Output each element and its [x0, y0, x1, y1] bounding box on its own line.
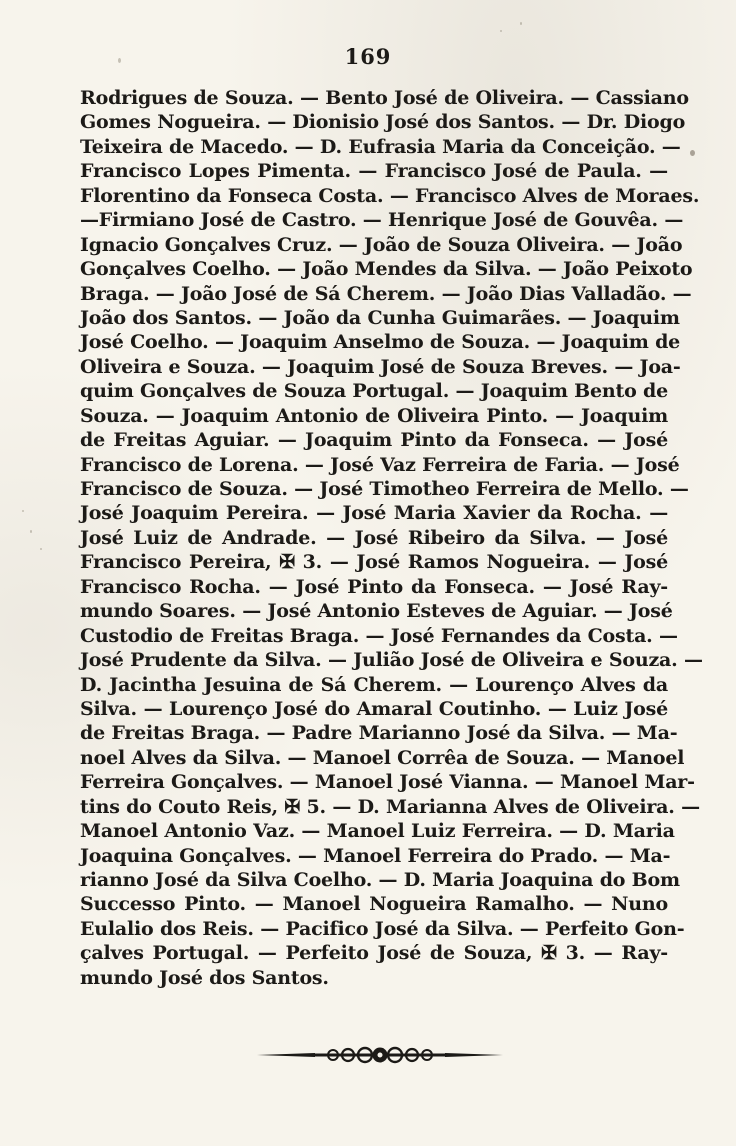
- page-number: 169: [344, 44, 392, 69]
- text-line: Eulalio dos Reis. — Pacifico José da Silva. — Perfeito Gon-: [80, 917, 685, 940]
- text-line: quim Gonçalves de Souza Portugal. — Joaquim Bento de: [80, 380, 668, 403]
- text-line: Francisco de Souza. — José Timotheo Ferreira de Mello. —: [80, 478, 689, 500]
- text-line: Gomes Nogueira. — Dionisio José dos Santos. — Dr. Diogo: [80, 111, 686, 134]
- text-line: José Coelho. — Joaquim Anselmo de Souza. — Joaquim de: [80, 331, 681, 354]
- text-line: Ignacio Gonçalves Cruz. — João de Souza Oliveira. — João: [80, 233, 683, 256]
- text-line: Francisco Rocha. — José Pinto da Fonseca. — José Ray-: [80, 575, 668, 598]
- text-line: Custodio de Freitas Braga. — José Fernandes da Costa. —: [80, 624, 678, 647]
- text-line: rianno José da Silva Coelho. — D. Maria Joaquina do Bom: [80, 869, 680, 891]
- text-line: Successo Pinto. — Manoel Nogueira Ramalho. — Nuno: [80, 893, 668, 916]
- text-line: Silva. — Lourenço José do Amaral Coutinho. — Luiz José: [80, 697, 668, 720]
- text-line: de Freitas Aguiar. — Joaquim Pinto da Fonseca. — José: [80, 429, 668, 452]
- name-list-text: [80, 86, 703, 990]
- text-line: Joaquina Gonçalves. — Manoel Ferreira do Prado. — Ma-: [80, 844, 671, 867]
- text-line: noel Alves da Silva. — Manoel Corrêa de Souza. — Manoel: [80, 746, 685, 769]
- text-line: João dos Santos. — João da Cunha Guimarães. — Joaquim: [80, 306, 680, 329]
- text-line: çalves Portugal. — Perfeito José de Souza, ✠ 3. — Ray-: [80, 942, 668, 965]
- text-line: Teixeira de Macedo. — D. Eufrasia Maria da Conceição. —: [80, 135, 681, 158]
- text-line: de Freitas Braga. — Padre Marianno José da Silva. — Ma-: [80, 722, 678, 745]
- text-line: D. Jacintha Jesuina de Sá Cherem. — Lourenço Alves da: [80, 673, 668, 696]
- text-line: Francisco de Lorena. — José Vaz Ferreira de Faria. — José: [80, 453, 680, 476]
- decorative-rule-ornament: [255, 1044, 505, 1066]
- text-line: José Joaquim Pereira. — José Maria Xavier da Rocha. —: [80, 502, 668, 525]
- text-line: Rodrigues de Souza. — Bento José de Oliveira. — Cassiano: [80, 87, 689, 109]
- text-line: Oliveira e Souza. — Joaquim José de Souza Breves. — Joa-: [80, 355, 681, 378]
- text-line: Francisco Lopes Pimenta. — Francisco José de Paula. —: [80, 160, 668, 183]
- text-line: mundo José dos Santos.: [80, 966, 329, 989]
- text-line: José Luiz de Andrade. — José Ribeiro da Silva. — José: [80, 526, 668, 549]
- text-line: Florentino da Fonseca Costa. — Francisco Alves de Moraes.: [80, 184, 700, 207]
- text-line: Francisco Pereira, ✠ 3. — José Ramos Nogueira. — José: [80, 551, 668, 574]
- text-line: tins do Couto Reis, ✠ 5. — D. Marianna Alves de Oliveira. —: [80, 795, 700, 818]
- text-line: mundo Soares. — José Antonio Esteves de Aguiar. — José: [80, 600, 673, 623]
- text-line: José Prudente da Silva. — Julião José de Oliveira e Souza. —: [80, 649, 703, 672]
- text-line: Braga. — João José de Sá Cherem. — João Dias Valladão. —: [80, 282, 692, 305]
- text-line: Manoel Antonio Vaz. — Manoel Luiz Ferreira. — D. Maria: [80, 820, 675, 843]
- text-line: Gonçalves Coelho. — João Mendes da Silva. — João Peixoto: [80, 258, 693, 281]
- text-line: Ferreira Gonçalves. — Manoel José Vianna. — Manoel Mar-: [80, 771, 695, 794]
- text-line: Souza. — Joaquim Antonio de Oliveira Pinto. — Joaquim: [80, 404, 668, 427]
- text-line: —Firmiano José de Castro. — Henrique José de Gouvêa. —: [80, 209, 684, 232]
